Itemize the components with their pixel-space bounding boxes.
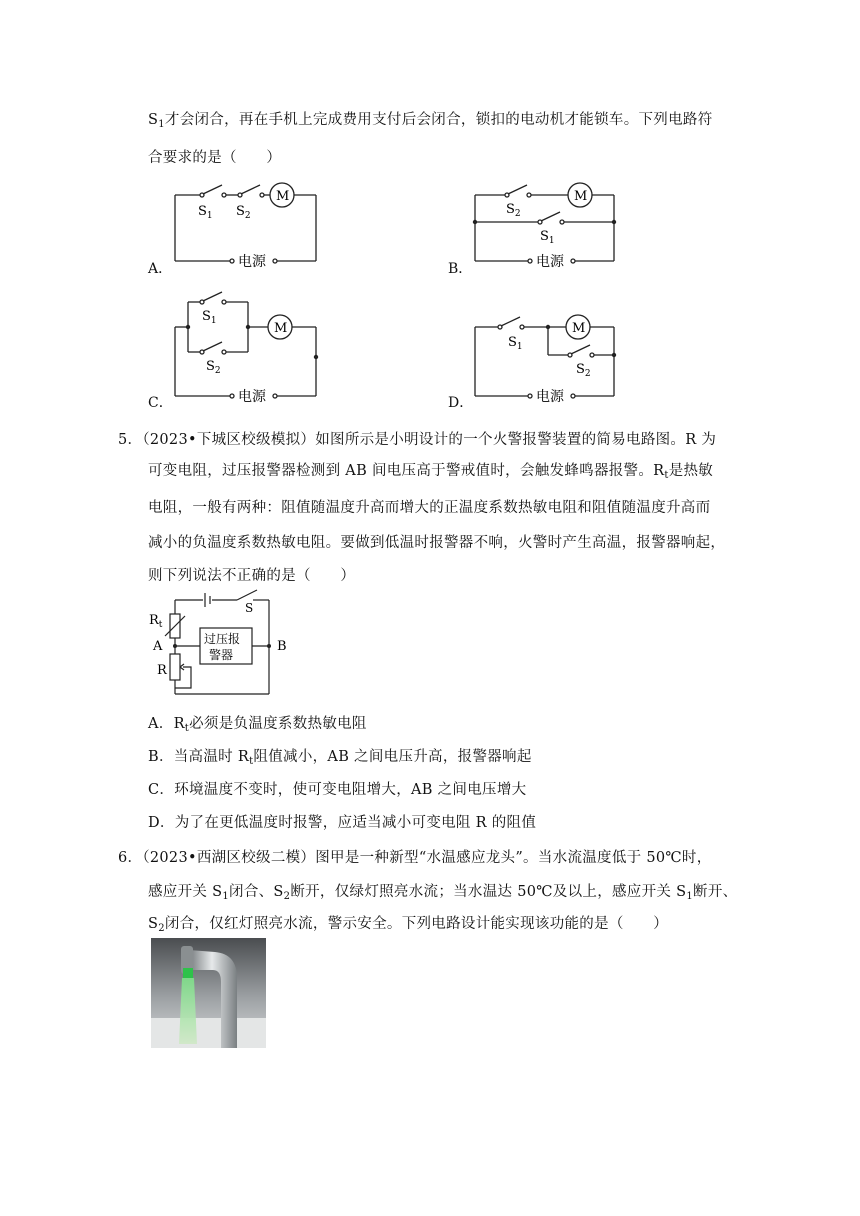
- power-source-label: 电源: [238, 254, 266, 270]
- q4-text-line2: 合要求的是（ ）: [148, 150, 282, 166]
- q4-circuit-b: [468, 178, 628, 273]
- r-label: R: [157, 663, 167, 678]
- motor-label: M: [276, 189, 290, 204]
- q5-fire-alarm-circuit: [145, 588, 305, 700]
- node-a-label: A: [153, 639, 163, 654]
- power-source-label: 电源: [238, 389, 266, 405]
- q5-option-c: C．环境温度不变时，使可变电阻增大，AB 之间电压增大: [148, 782, 527, 798]
- q4-circuit-a: [170, 178, 330, 273]
- q4-text-line1: $S_1$才会闭合，再在手机上完成费用支付后会闭合，锁扣的电动机才能锁车。下列电路符: [148, 112, 713, 130]
- q4-circuit-c: [170, 290, 330, 408]
- motor-label: M: [572, 321, 586, 336]
- power-source-label: 电源: [536, 254, 564, 270]
- q5-text-line5: 则下列说法不正确的是（ ）: [148, 568, 356, 584]
- s1-label: $S_1$: [202, 309, 217, 326]
- motor-label: M: [274, 321, 288, 336]
- q5-text-line3: 电阻，一般有两种：阻值随温度升高而增大的正温度系数热敏电阻和阻值随温度升高而: [148, 500, 711, 516]
- q5-option-a: A．$R_t$必须是负温度系数热敏电阻: [148, 716, 367, 734]
- q5-option-d: D．为了在更低温度时报警，应适当减小可变电阻 R 的阻值: [148, 815, 537, 831]
- q5-text-line1: 5．（2023•下城区校级模拟）如图所示是小明设计的一个火警报警装置的简易电路图。R 为: [118, 432, 717, 448]
- node-b-label: B: [277, 639, 287, 654]
- s1-label: $S_1$: [508, 335, 523, 352]
- power-source-label: 电源: [536, 389, 564, 405]
- s1-label: $S_1$: [540, 229, 555, 246]
- rt-label: $R_t$: [149, 613, 163, 630]
- switch-s-label: S: [245, 601, 254, 615]
- q4-option-c-label: C．: [148, 395, 173, 411]
- s2-label: $S_2$: [576, 362, 591, 379]
- q6-text-line1: 6．（2023•西湖区校级二模）图甲是一种新型“水温感应龙头”。当水流温度低于 50℃时，: [118, 850, 712, 866]
- alarm-label-line1: 过压报: [204, 632, 241, 646]
- q4-option-b-label: B．: [448, 261, 473, 277]
- q5-text-line4: 减小的负温度系数热敏电阻。要做到低温时报警器不响，火警时产生高温，报警器响起，: [148, 535, 726, 551]
- q4-option-a-label: A．: [148, 261, 173, 277]
- s2-label: $S_2$: [506, 202, 521, 219]
- q6-text-line3: $S_2$闭合，仅红灯照亮水流，警示安全。下列电路设计能实现该功能的是（ ）: [148, 916, 669, 934]
- q6-text-line2: 感应开关 $S_1$闭合、$S_2$断开，仅绿灯照亮水流；当水温达 50℃及以上，感应开关 $S_1$断开、: [148, 884, 738, 902]
- q5-option-b: B．当高温时 $R_t$阻值减小，AB 之间电压升高，报警器响起: [148, 749, 532, 767]
- s2-label: $S_2$: [236, 204, 251, 221]
- s1-label: $S_1$: [198, 204, 213, 221]
- q5-text-line2: 可变电阻，过压报警器检测到 AB 间电压高于警戒值时，会触发蜂鸣器报警。$R_t$是热敏: [148, 463, 714, 481]
- motor-label: M: [574, 189, 588, 204]
- q4-circuit-d: [468, 305, 628, 408]
- s2-label: $S_2$: [206, 359, 221, 376]
- alarm-label-line2: 警器: [209, 648, 234, 662]
- q4-option-d-label: D．: [448, 395, 474, 411]
- water-temperature-faucet-photo: [151, 938, 266, 1048]
